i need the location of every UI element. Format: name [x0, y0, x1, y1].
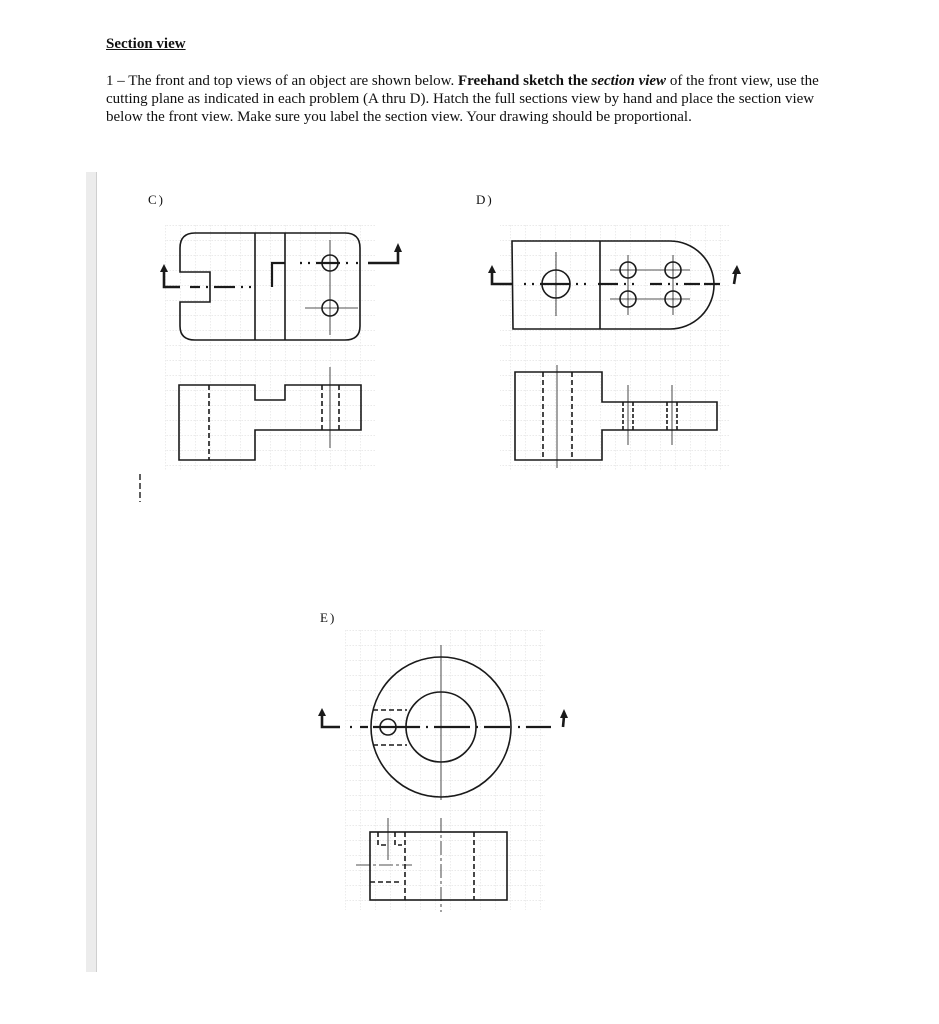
problem-e-drawing [318, 630, 568, 912]
instructions-bold: Freehand sketch the [458, 73, 592, 89]
problem-label-e: E) [320, 610, 337, 625]
page-heading: Section view [106, 36, 186, 52]
instructions-suffix: of the front view, use the cutting plane as indicated in each problem (A thru D). Hatch the full sections view by hand and place the section view below the front view. Make sure you label the section view. Your drawing should be proportional. [106, 73, 819, 125]
problem-label-c: C) [148, 192, 165, 207]
problem-d-drawing [488, 225, 741, 470]
grid-c [165, 225, 375, 470]
instructions-emphasis: section view [591, 73, 667, 89]
problem-label-d: D) [476, 192, 494, 207]
grid-d [500, 225, 730, 470]
instructions-prefix: 1 – The front and top views of an object are shown below. [106, 73, 458, 89]
problem-c-drawing [160, 225, 402, 470]
grid-e [345, 630, 545, 910]
